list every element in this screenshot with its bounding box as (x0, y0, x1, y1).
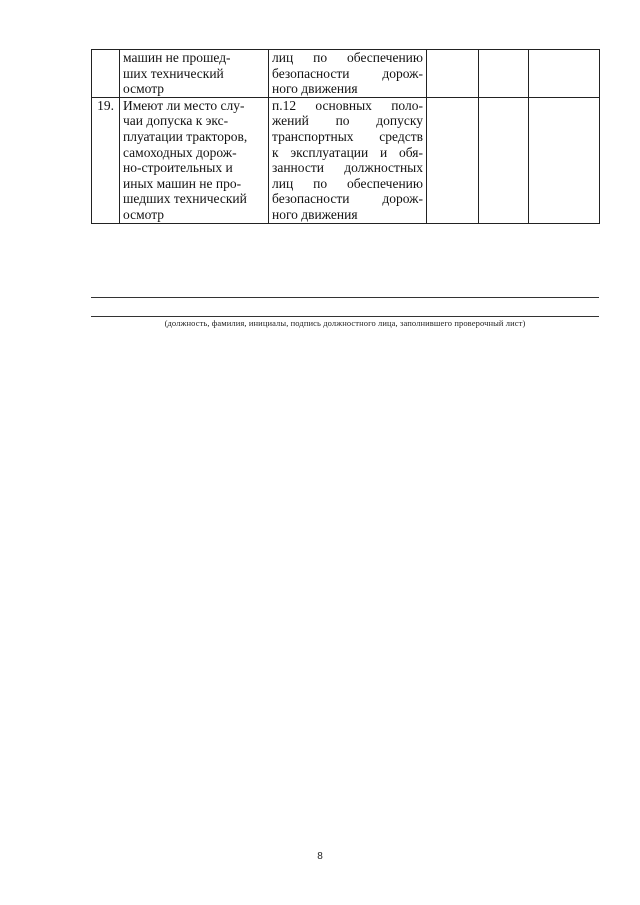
answer-yes-cell[interactable] (427, 97, 479, 223)
question-line: осмотр (123, 81, 165, 97)
note-cell[interactable] (529, 50, 600, 98)
reference-line: жений по допуску (272, 113, 423, 129)
signature-line-lower[interactable] (91, 316, 599, 317)
reference-cell (269, 97, 427, 223)
answer-no-cell[interactable] (479, 97, 529, 223)
table-row (92, 97, 600, 223)
reference-line: транспортных средств (272, 128, 423, 144)
table-row (92, 50, 600, 98)
answer-yes-cell[interactable] (427, 50, 479, 98)
checklist-table-body (92, 50, 600, 224)
reference-line: п.12 основных поло- (272, 97, 423, 113)
reference-cell (269, 50, 427, 98)
note-cell[interactable] (529, 97, 600, 223)
question-line: Имеют ли место слу- (123, 97, 245, 113)
question-line: ших технический (123, 65, 224, 81)
signature-caption: (должность, фамилия, инициалы, подпись должностного лица, заполнившего проверочный лист) (164, 318, 526, 328)
reference-line: ного движения (272, 81, 358, 97)
page-number: 8 (317, 851, 323, 862)
reference-line: безопасности дорож- (272, 191, 423, 207)
question-line: машин не прошед- (123, 50, 231, 65)
row-number-cell (92, 50, 120, 98)
reference-line: к эксплуатации и обя- (272, 144, 423, 160)
question-cell (120, 97, 269, 223)
reference-line: лиц по обеспечению (272, 50, 423, 65)
reference-line: ного движения (272, 206, 358, 222)
question-line: самоходных дорож- (123, 144, 237, 160)
reference-line: безопасности дорож- (272, 65, 423, 81)
question-line: осмотр (123, 206, 165, 222)
signature-line-upper[interactable] (91, 297, 599, 298)
question-cell (120, 50, 269, 98)
reference-line: занности должностных (272, 160, 423, 176)
question-line: иных машин не про- (123, 175, 242, 191)
answer-no-cell[interactable] (479, 50, 529, 98)
question-line: чаи допуска к экс- (123, 113, 229, 129)
reference-line: лиц по обеспечению (272, 175, 423, 191)
checklist-table (91, 49, 600, 224)
question-line: плуатации тракторов, (123, 128, 248, 144)
row-number-cell: 19. (92, 97, 120, 223)
question-line: шедших технический (123, 191, 247, 207)
question-line: но-строительных и (123, 160, 233, 176)
